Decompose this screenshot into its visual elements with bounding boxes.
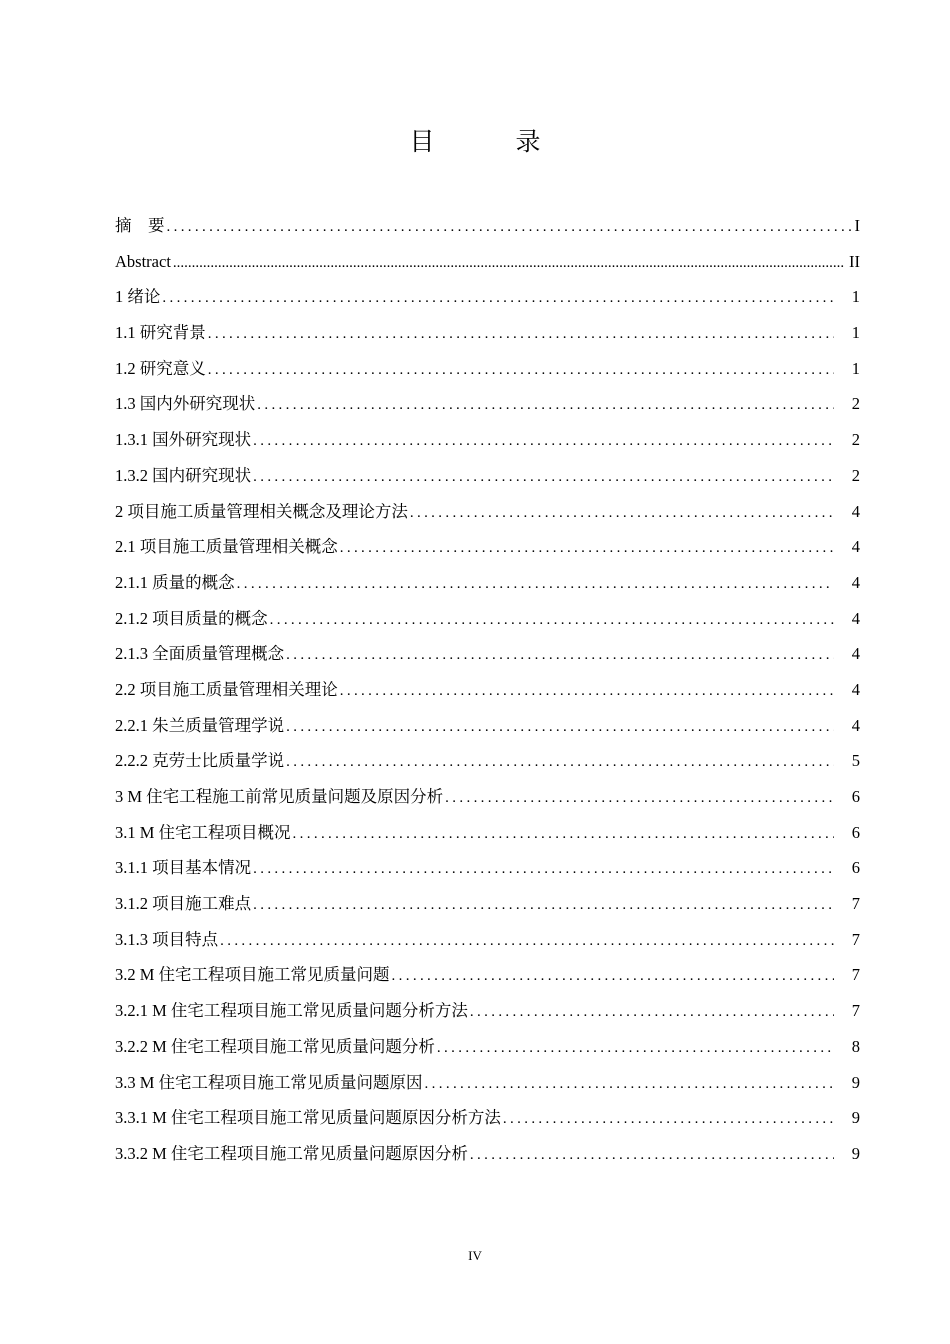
toc-entry-label: 3.3.1 M 住宅工程项目施工常见质量问题原因分析方法 bbox=[115, 1108, 501, 1128]
toc-leader-dots bbox=[270, 603, 834, 639]
toc-entry-page: 9 bbox=[851, 1072, 860, 1092]
toc-entry-page: 5 bbox=[851, 751, 860, 771]
toc-entry-label: 1.3.2 国内研究现状 bbox=[115, 465, 252, 485]
toc-entry-page: 4 bbox=[851, 537, 860, 557]
toc-leader-dots bbox=[173, 246, 845, 282]
toc-leader-dots bbox=[237, 567, 834, 603]
toc-leader-dots bbox=[257, 388, 834, 424]
toc-entry-label: 2.2.2 克劳士比质量学说 bbox=[115, 751, 285, 771]
toc-leader-dots bbox=[253, 460, 834, 496]
toc-entry-label: 3.3 M 住宅工程项目施工常见质量问题原因 bbox=[115, 1072, 423, 1092]
toc-entry-label: 3 M 住宅工程施工前常见质量问题及原因分析 bbox=[115, 787, 444, 806]
toc-entry-page: 9 bbox=[851, 1108, 860, 1128]
toc-leader-dots bbox=[340, 531, 834, 567]
toc-entry[interactable] bbox=[115, 1100, 860, 1136]
toc-entry[interactable] bbox=[115, 565, 860, 601]
toc-entry-label: 2.1.3 全面质量管理概念 bbox=[115, 644, 285, 664]
toc-leader-dots bbox=[470, 995, 834, 1031]
toc-entry[interactable] bbox=[115, 1029, 860, 1065]
table-of-contents bbox=[115, 208, 860, 1172]
toc-entry[interactable] bbox=[115, 422, 860, 458]
toc-entry-label: 2 项目施工质量管理相关概念及理论方法 bbox=[115, 501, 408, 521]
toc-entry-page: 4 bbox=[851, 715, 860, 735]
toc-entry-page: 8 bbox=[851, 1036, 860, 1056]
toc-entry[interactable] bbox=[115, 279, 860, 315]
toc-entry-label: 2.1 项目施工质量管理相关概念 bbox=[115, 537, 338, 557]
toc-entry-label: 3.2.2 M 住宅工程项目施工常见质量问题分析 bbox=[115, 1036, 435, 1056]
toc-entry-label: 摘 要 bbox=[115, 216, 165, 235]
toc-entry-page: II bbox=[849, 251, 860, 271]
toc-entry-page: 4 bbox=[851, 572, 860, 592]
toc-leader-dots bbox=[392, 959, 834, 995]
toc-entry-label: 3.1.1 项目基本情况 bbox=[115, 858, 252, 878]
toc-leader-dots bbox=[220, 924, 834, 960]
toc-entry-label: 2.1.1 质量的概念 bbox=[115, 572, 235, 592]
toc-entry-label: 2.2.1 朱兰质量管理学说 bbox=[115, 715, 285, 735]
toc-entry-label: 2.1.2 项目质量的概念 bbox=[115, 608, 268, 628]
toc-entry[interactable] bbox=[115, 315, 860, 351]
toc-entry-label: 3.3.2 M 住宅工程项目施工常见质量问题原因分析 bbox=[115, 1143, 468, 1163]
toc-entry-page: 4 bbox=[851, 644, 860, 664]
toc-entry[interactable] bbox=[115, 815, 860, 851]
toc-entry-page: 1 bbox=[851, 358, 860, 378]
toc-entry-page: 6 bbox=[851, 822, 860, 842]
toc-entry-page: 2 bbox=[851, 394, 860, 414]
toc-entry-page: 6 bbox=[851, 787, 860, 806]
toc-leader-dots bbox=[503, 1102, 834, 1138]
toc-entry[interactable] bbox=[115, 386, 860, 422]
toc-leader-dots bbox=[286, 710, 834, 746]
toc-entry[interactable] bbox=[115, 351, 860, 387]
toc-entry-page: 7 bbox=[851, 894, 860, 914]
toc-entry[interactable] bbox=[115, 1065, 860, 1101]
toc-entry-page: I bbox=[854, 216, 860, 235]
toc-entry-label: 1.3.1 国外研究现状 bbox=[115, 430, 252, 450]
toc-leader-dots bbox=[253, 424, 834, 460]
toc-entry-page: 2 bbox=[851, 430, 860, 450]
toc-entry[interactable] bbox=[115, 850, 860, 886]
toc-leader-dots bbox=[253, 852, 834, 888]
toc-leader-dots bbox=[340, 674, 834, 710]
toc-entry[interactable] bbox=[115, 672, 860, 708]
toc-entry[interactable] bbox=[115, 458, 860, 494]
toc-entry[interactable] bbox=[115, 993, 860, 1029]
toc-entry[interactable] bbox=[115, 922, 860, 958]
toc-entry-label: 1.1 研究背景 bbox=[115, 323, 206, 343]
toc-leader-dots bbox=[253, 888, 834, 924]
toc-entry[interactable] bbox=[115, 957, 860, 993]
toc-entry-label: 3.1.3 项目特点 bbox=[115, 929, 219, 949]
toc-leader-dots bbox=[167, 210, 851, 246]
toc-entry-page: 2 bbox=[851, 465, 860, 485]
toc-entry-page: 1 bbox=[851, 287, 860, 307]
toc-entry[interactable] bbox=[115, 636, 860, 672]
toc-entry-label: 3.2 M 住宅工程项目施工常见质量问题 bbox=[115, 965, 390, 985]
page-number: IV bbox=[468, 1248, 482, 1263]
toc-entry-label: 2.2 项目施工质量管理相关理论 bbox=[115, 679, 338, 699]
toc-entry[interactable] bbox=[115, 529, 860, 565]
toc-entry-label: 3.2.1 M 住宅工程项目施工常见质量问题分析方法 bbox=[115, 1001, 468, 1021]
toc-leader-dots bbox=[208, 353, 834, 389]
toc-entry-label: 1.3 国内外研究现状 bbox=[115, 394, 256, 414]
toc-entry-label: 3.1 M 住宅工程项目概况 bbox=[115, 822, 291, 842]
toc-entry-label: 3.1.2 项目施工难点 bbox=[115, 894, 252, 914]
toc-entry-label: Abstract bbox=[115, 251, 171, 271]
toc-entry[interactable] bbox=[115, 601, 860, 637]
toc-entry-label: 1.2 研究意义 bbox=[115, 358, 206, 378]
toc-entry[interactable] bbox=[115, 494, 860, 530]
toc-entry[interactable] bbox=[115, 743, 860, 779]
toc-entry[interactable] bbox=[115, 1136, 860, 1172]
toc-entry[interactable] bbox=[115, 886, 860, 922]
page-title: 目 录 bbox=[409, 129, 569, 156]
toc-leader-dots bbox=[470, 1138, 834, 1174]
toc-entry[interactable] bbox=[115, 779, 860, 815]
toc-leader-dots bbox=[286, 745, 834, 781]
toc-entry-label: 1 绪论 bbox=[115, 287, 161, 307]
toc-entry-page: 7 bbox=[851, 929, 860, 949]
toc-entry[interactable] bbox=[115, 244, 860, 280]
toc-entry-page: 4 bbox=[851, 679, 860, 699]
toc-entry-page: 6 bbox=[851, 858, 860, 878]
toc-leader-dots bbox=[425, 1067, 834, 1103]
toc-leader-dots bbox=[208, 317, 834, 353]
toc-leader-dots bbox=[286, 638, 834, 674]
toc-entry-page: 1 bbox=[851, 323, 860, 343]
toc-entry-page: 7 bbox=[851, 1001, 860, 1021]
toc-entry-page: 4 bbox=[851, 501, 860, 521]
toc-leader-dots bbox=[293, 817, 834, 853]
toc-leader-dots bbox=[437, 1031, 834, 1067]
toc-entry[interactable] bbox=[115, 708, 860, 744]
toc-leader-dots bbox=[410, 496, 834, 532]
toc-entry[interactable] bbox=[115, 208, 860, 244]
toc-entry-page: 9 bbox=[851, 1143, 860, 1163]
toc-leader-dots bbox=[162, 281, 834, 317]
toc-leader-dots bbox=[445, 781, 834, 817]
toc-entry-page: 4 bbox=[851, 608, 860, 628]
toc-entry-page: 7 bbox=[851, 965, 860, 985]
